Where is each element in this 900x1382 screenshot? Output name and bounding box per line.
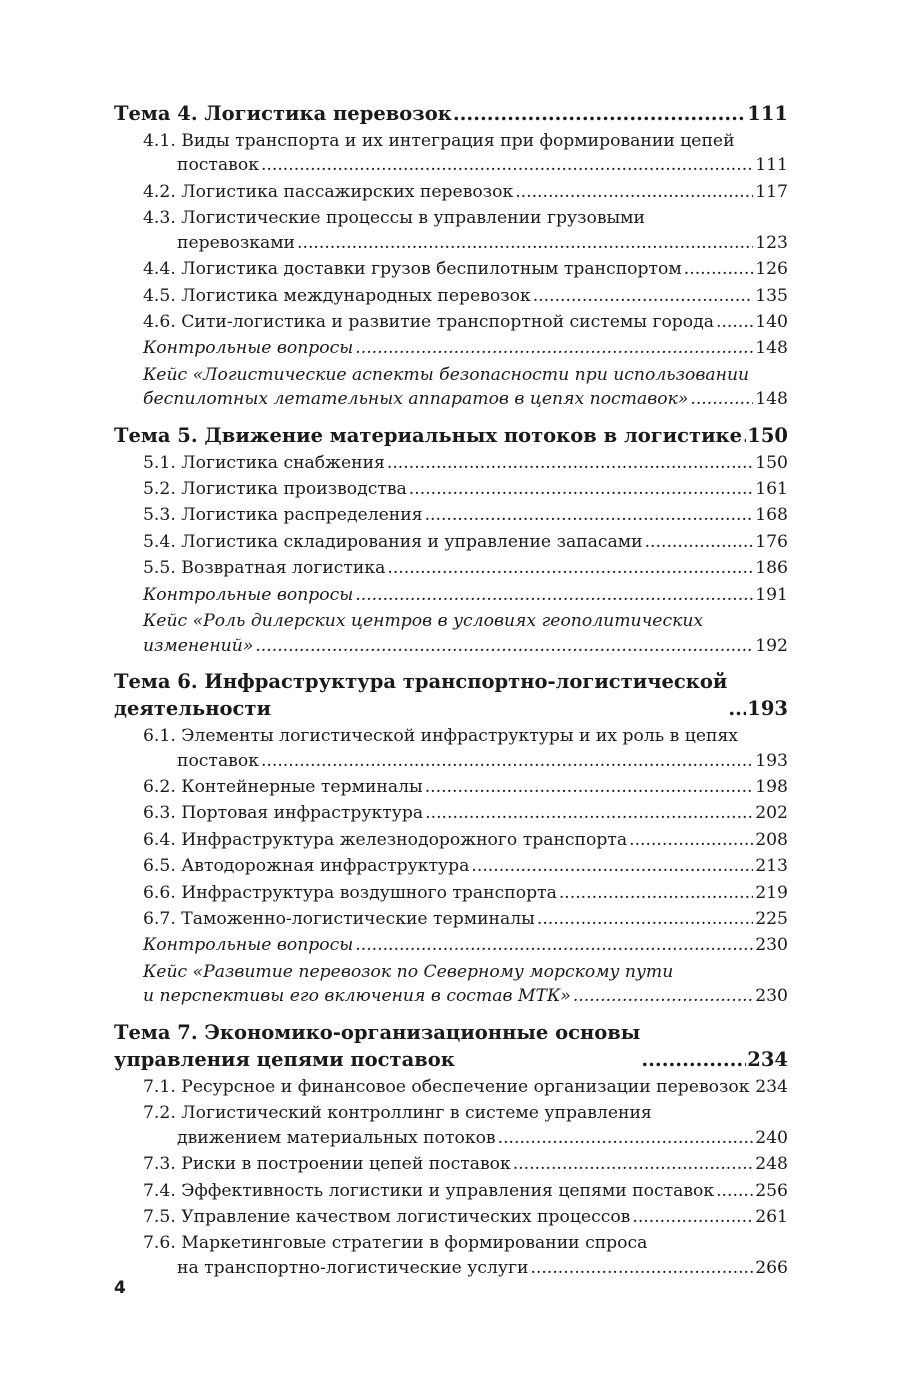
toc-entry[interactable] (114, 310, 788, 335)
dot-leader (471, 854, 753, 879)
entry-title: 7.3. Риски в построении цепей поставок (143, 1154, 511, 1175)
entry-title: 4.2. Логистика пассажирских перевозок (143, 181, 514, 202)
toc-entry[interactable] (114, 881, 788, 906)
entry-title: 4.6. Сити-логистика и развитие транспортной системы города (143, 311, 714, 332)
dot-leader (425, 503, 754, 528)
entry-title: 5.4. Логистика складирования и управление запасами (143, 531, 643, 552)
entry-title: 7.4. Эффективность логистики и управления цепями поставок (143, 1180, 715, 1201)
dot-leader (641, 1046, 746, 1073)
entry-page: 148 (755, 389, 788, 410)
entry-title: беспилотных летательных аппаратов в цепях поставок» (143, 389, 689, 410)
dot-leader (255, 634, 753, 659)
page-number: 4 (114, 1278, 126, 1298)
dot-leader (537, 907, 753, 932)
toc-entry[interactable] (114, 801, 788, 826)
entry-title: 6.7. Таможенно-логистические терминалы (143, 908, 535, 929)
entry-page: 111 (755, 155, 788, 176)
entry-page: 191 (755, 584, 788, 605)
toc-entry[interactable] (114, 556, 788, 581)
dot-leader (751, 1075, 753, 1100)
dot-leader (261, 153, 753, 178)
dot-leader (716, 310, 753, 335)
toc-entry[interactable] (114, 180, 788, 205)
topic-heading[interactable] (114, 422, 788, 449)
entry-title: 7.5. Управление качеством логистических процессов (143, 1206, 631, 1227)
table-of-contents (114, 100, 788, 1280)
dot-leader (453, 100, 746, 127)
dot-leader (513, 1152, 753, 1177)
dot-leader (498, 1126, 754, 1151)
topic-page: 234 (747, 1047, 788, 1071)
entry-page: 161 (755, 479, 788, 500)
toc-topic (114, 422, 788, 658)
entry-page: 192 (755, 635, 788, 656)
entry-page: 123 (755, 232, 788, 253)
entry-title: поставок (177, 750, 259, 771)
topic-title: Тема 7. Экономико-организационные основы управления цепями поставок (114, 1020, 641, 1071)
entry-page: 140 (755, 311, 788, 332)
dot-leader (515, 180, 753, 205)
entry-page: 225 (755, 908, 788, 929)
toc-entry[interactable] (114, 257, 788, 282)
topic-page: 193 (747, 697, 788, 721)
dot-leader (409, 477, 753, 502)
toc-entry[interactable] (114, 503, 788, 528)
toc-entry[interactable] (114, 129, 788, 178)
dot-leader (690, 387, 753, 412)
entry-title: 6.6. Инфраструктура воздушного транспорта (143, 882, 557, 903)
toc-entry[interactable] (114, 724, 788, 773)
entry-title: изменений» (143, 635, 254, 656)
dot-leader (559, 881, 753, 906)
entry-page: 256 (755, 1180, 788, 1201)
entry-title: 4.5. Логистика международных перевозок (143, 285, 531, 306)
topic-title: Тема 4. Логистика перевозок (114, 102, 452, 125)
entry-title: 5.5. Возвратная логистика (143, 558, 386, 579)
toc-entry[interactable] (114, 1152, 788, 1177)
toc-topic (114, 668, 788, 1009)
topic-heading[interactable] (114, 668, 788, 722)
entry-title-line1: 4.3. Логистические процессы в управлении грузовыми (143, 208, 645, 229)
toc-entry[interactable] (114, 451, 788, 476)
entry-page: 117 (755, 181, 788, 202)
topic-heading[interactable] (114, 1019, 788, 1073)
dot-leader (355, 933, 753, 958)
dot-leader (387, 451, 753, 476)
entry-page: 219 (755, 882, 788, 903)
toc-entry[interactable] (114, 530, 788, 555)
entry-page: 234 (755, 1076, 788, 1097)
topic-page: 111 (747, 102, 788, 125)
dot-leader (629, 828, 753, 853)
dot-leader (425, 801, 753, 826)
entry-page: 230 (755, 935, 788, 956)
toc-entry[interactable] (114, 933, 788, 958)
entry-page: 135 (755, 285, 788, 306)
entry-title: 6.3. Портовая инфраструктура (143, 803, 424, 824)
entry-page: 266 (755, 1257, 788, 1278)
entry-page: 150 (755, 452, 788, 473)
entry-page: 202 (755, 803, 788, 824)
entry-page: 213 (755, 856, 788, 877)
toc-entry[interactable] (114, 284, 788, 309)
toc-topic (114, 1019, 788, 1281)
toc-entry[interactable] (114, 854, 788, 879)
toc-entry[interactable] (114, 583, 788, 608)
entry-page: 176 (755, 531, 788, 552)
toc-entry[interactable] (114, 477, 788, 502)
entry-title: 6.2. Контейнерные терминалы (143, 777, 423, 798)
dot-leader (530, 1256, 753, 1281)
toc-entry[interactable] (114, 1101, 788, 1150)
entry-title-line1: Кейс «Роль дилерских центров в условиях геополитических (143, 611, 704, 632)
entry-page: 148 (755, 338, 788, 359)
entry-page: 240 (755, 1127, 788, 1148)
toc-entry[interactable] (114, 1075, 788, 1100)
entry-title: на транспортно-логистические услуги (177, 1257, 529, 1278)
toc-entry[interactable] (114, 609, 788, 658)
topic-title: Тема 5. Движение материальных потоков в логистике (114, 423, 743, 447)
entry-title: Контрольные вопросы (143, 338, 354, 359)
entry-title: 4.4. Логистика доставки грузов беспилотным транспортом (143, 259, 682, 280)
entry-page: 126 (755, 259, 788, 280)
entry-title: и перспективы его включения в состав МТК» (143, 986, 571, 1007)
entry-title: движением материальных потоков (177, 1127, 496, 1148)
entry-title: 5.2. Логистика производства (143, 479, 407, 500)
dot-leader (425, 775, 753, 800)
entry-title-line1: 7.6. Маркетинговые стратегии в формировании спроса (143, 1233, 648, 1254)
dot-leader (261, 749, 753, 774)
toc-entry[interactable] (114, 828, 788, 853)
dot-leader (743, 422, 746, 449)
entry-title: Контрольные вопросы (143, 584, 354, 605)
toc-entry[interactable] (114, 1231, 788, 1280)
entry-title: 5.1. Логистика снабжения (143, 452, 385, 473)
toc-entry[interactable] (114, 907, 788, 932)
dot-leader (355, 583, 753, 608)
dot-leader (645, 530, 754, 555)
entry-title: 5.3. Логистика распределения (143, 505, 423, 526)
toc-entry[interactable] (114, 336, 788, 361)
dot-leader (533, 284, 753, 309)
entry-page: 261 (755, 1206, 788, 1227)
toc-entry[interactable] (114, 363, 788, 412)
entry-title-line1: 7.2. Логистический контроллинг в системе управления (143, 1103, 652, 1124)
toc-topic (114, 100, 788, 412)
topic-page: 150 (747, 423, 788, 447)
toc-entry[interactable] (114, 1179, 788, 1204)
topic-heading[interactable] (114, 100, 788, 127)
entry-title: перевозками (177, 232, 296, 253)
entry-page: 248 (755, 1154, 788, 1175)
entry-title: Контрольные вопросы (143, 935, 354, 956)
entry-title: 7.1. Ресурсное и финансовое обеспечение организации перевозок (143, 1076, 750, 1097)
entry-title: 6.5. Автодорожная инфраструктура (143, 856, 470, 877)
dot-leader (297, 231, 753, 256)
entry-title: поставок (177, 155, 259, 176)
dot-leader (728, 695, 746, 722)
entry-page: 186 (755, 558, 788, 579)
entry-title-line1: 4.1. Виды транспорта и их интеграция при формировании цепей (143, 130, 735, 151)
entry-title-line1: Кейс «Развитие перевозок по Северному морскому пути (143, 961, 674, 982)
topic-title: Тема 6. Инфраструктура транспортно-логистической деятельности (114, 670, 728, 721)
entry-page: 198 (755, 777, 788, 798)
entry-title-line1: 6.1. Элементы логистической инфраструктуры и их роль в цепях (143, 726, 738, 747)
dot-leader (355, 336, 753, 361)
toc-entry[interactable] (114, 206, 788, 255)
toc-entry[interactable] (114, 960, 788, 1009)
toc-entry[interactable] (114, 775, 788, 800)
dot-leader (573, 984, 753, 1009)
entry-page: 193 (755, 750, 788, 771)
dot-leader (716, 1179, 753, 1204)
toc-entry[interactable] (114, 1205, 788, 1230)
entry-page: 230 (755, 986, 788, 1007)
entry-title: 6.4. Инфраструктура железнодорожного транспорта (143, 829, 628, 850)
entry-page: 168 (755, 505, 788, 526)
entry-page: 208 (755, 829, 788, 850)
dot-leader (387, 556, 753, 581)
dot-leader (632, 1205, 753, 1230)
dot-leader (684, 257, 753, 282)
entry-title-line1: Кейс «Логистические аспекты безопасности при использовании (143, 364, 750, 385)
